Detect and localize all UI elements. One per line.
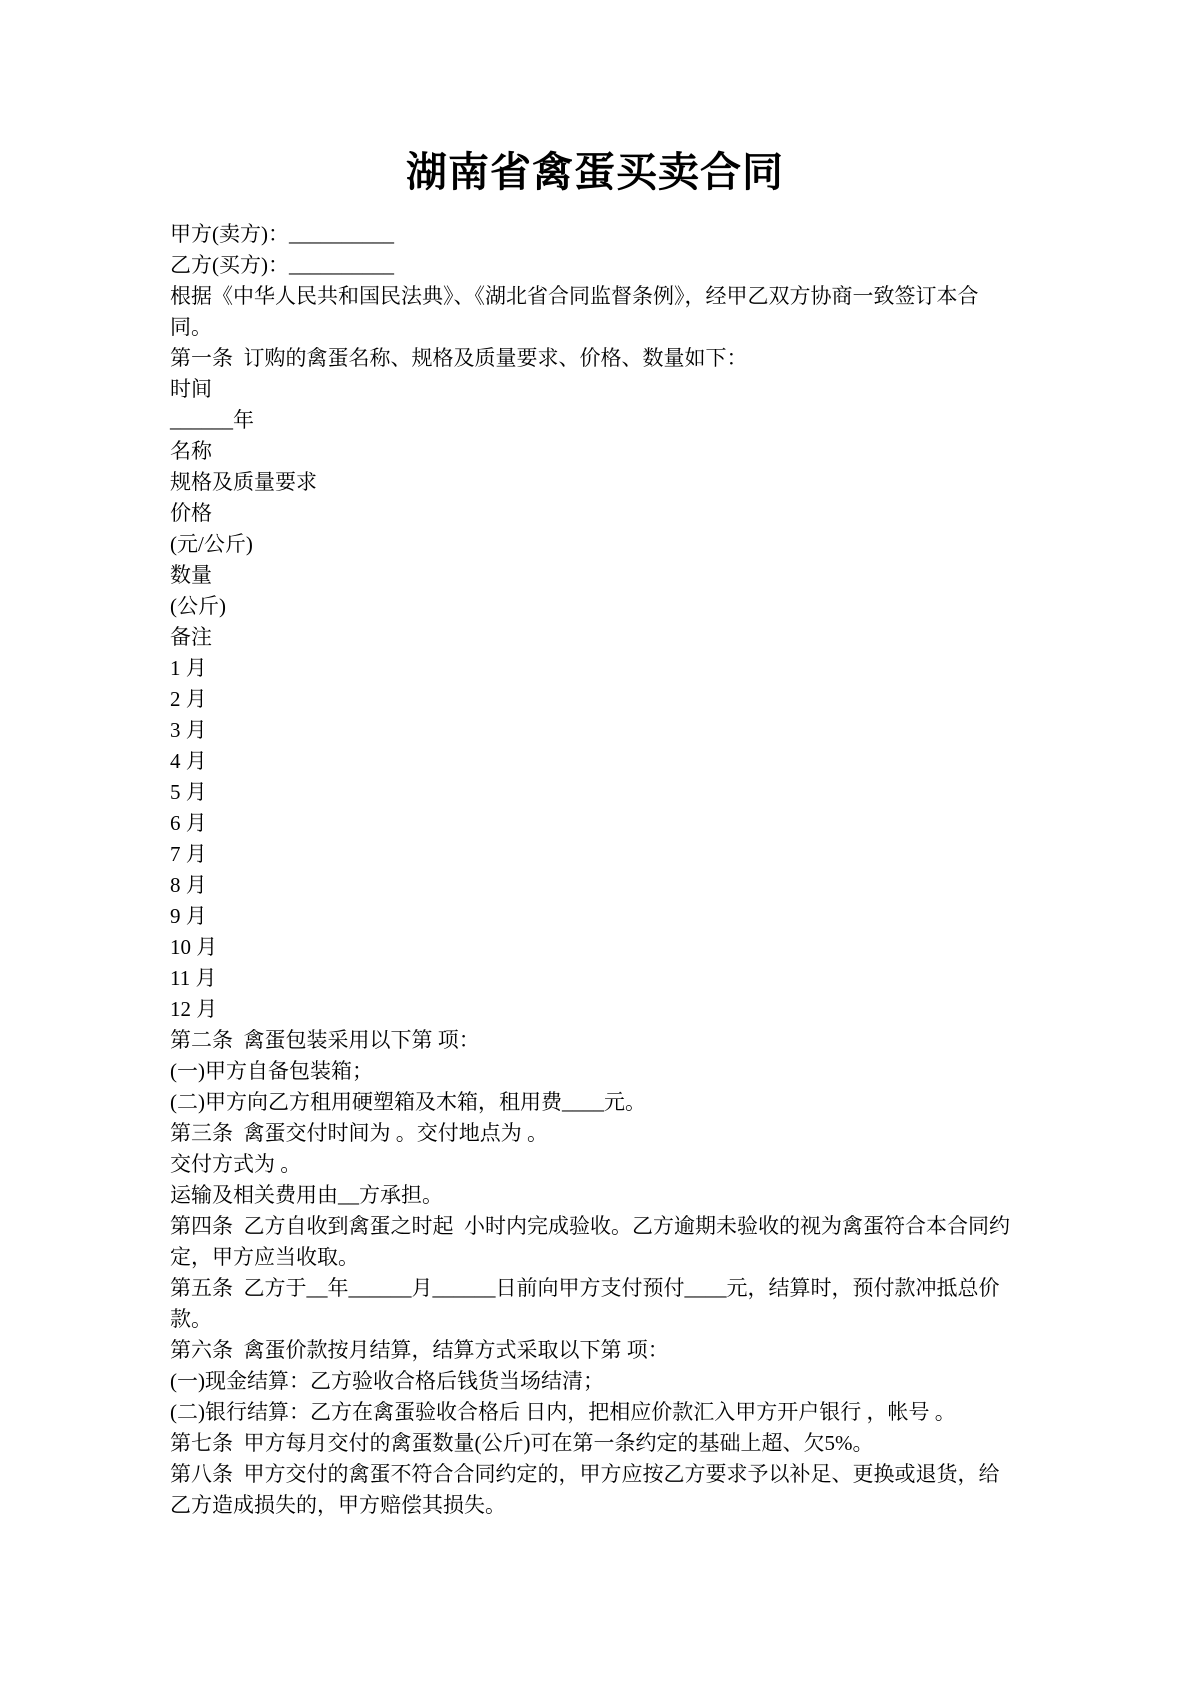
paragraph: 3 月 [170, 718, 207, 743]
paragraph: 备注 [170, 625, 212, 650]
paragraph: 11 月 [170, 966, 217, 991]
paragraph: 第四条 乙方自收到禽蛋之时起 小时内完成验收。乙方逾期未验收的视为禽蛋符合本合同约定，甲方应当收取。 [170, 1214, 1010, 1270]
paragraph: 乙方(买方)：__________ [170, 253, 394, 278]
paragraph: 第一条 订购的禽蛋名称、规格及质量要求、价格、数量如下： [170, 346, 748, 371]
document-body [170, 219, 1020, 1521]
paragraph: 第二条 禽蛋包装采用以下第 项： [170, 1028, 480, 1053]
paragraph: ______年 [170, 408, 254, 433]
paragraph: 7 月 [170, 842, 207, 867]
paragraph: 交付方式为 。 [170, 1152, 302, 1177]
paragraph: 6 月 [170, 811, 207, 836]
paragraph: 名称 [170, 439, 212, 464]
paragraph: 第六条 禽蛋价款按月结算，结算方式采取以下第 项： [170, 1338, 669, 1363]
paragraph: (一)现金结算：乙方验收合格后钱货当场结清； [170, 1369, 604, 1394]
paragraph: 9 月 [170, 904, 207, 929]
paragraph: 4 月 [170, 749, 207, 774]
paragraph: (元/公斤) [170, 532, 253, 557]
paragraph: 时间 [170, 377, 212, 402]
paragraph: 规格及质量要求 [170, 470, 317, 495]
paragraph: 甲方(卖方)：__________ [170, 222, 394, 247]
paragraph: 根据《中华人民共和国民法典》、《湖北省合同监督条例》，经甲乙双方协商一致签订本合同。 [170, 284, 979, 340]
paragraph: (二)银行结算：乙方在禽蛋验收合格后 日内，把相应价款汇入甲方开户银行 ，帐号 。 [170, 1400, 956, 1425]
paragraph: 8 月 [170, 873, 207, 898]
paragraph: (二)甲方向乙方租用硬塑箱及木箱，租用费____元。 [170, 1090, 646, 1115]
paragraph: 第八条 甲方交付的禽蛋不符合合同约定的，甲方应按乙方要求予以补足、更换或退货，给乙方造成损失的，甲方赔偿其损失。 [170, 1462, 1000, 1518]
paragraph: 第五条 乙方于__年______月______日前向甲方支付预付____元，结算时，预付款冲抵总价款。 [170, 1276, 1000, 1332]
paragraph: 5 月 [170, 780, 207, 805]
paragraph: 运输及相关费用由__方承担。 [170, 1183, 443, 1208]
paragraph: 1 月 [170, 656, 207, 681]
paragraph: 价格 [170, 501, 212, 526]
paragraph: (一)甲方自备包装箱； [170, 1059, 373, 1084]
paragraph: (公斤) [170, 594, 226, 619]
paragraph: 10 月 [170, 935, 218, 960]
paragraph: 第七条 甲方每月交付的禽蛋数量(公斤)可在第一条约定的基础上超、欠5%。 [170, 1431, 874, 1456]
paragraph: 2 月 [170, 687, 207, 712]
paragraph: 12 月 [170, 997, 218, 1022]
paragraph: 第三条 禽蛋交付时间为 。交付地点为 。 [170, 1121, 548, 1146]
paragraph: 数量 [170, 563, 212, 588]
document-title: 湖南省禽蛋买卖合同 [406, 149, 784, 195]
